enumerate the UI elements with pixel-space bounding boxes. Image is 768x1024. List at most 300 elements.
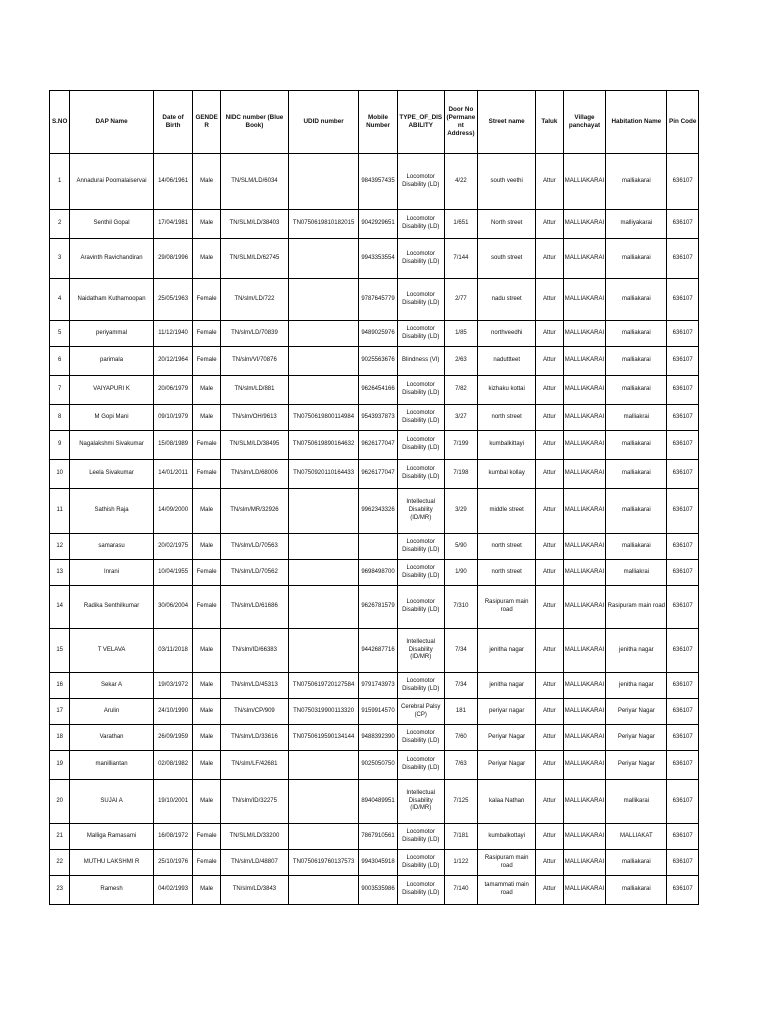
column-header-date-of-birth: Date of Birth xyxy=(153,91,193,154)
cell-street-name: south veethi xyxy=(478,154,536,210)
cell-habitation-name: mallikarai xyxy=(606,780,667,824)
cell-door-no: 1/651 xyxy=(444,210,478,239)
cell-habitation-name: MALLIAKAT xyxy=(606,824,667,850)
cell-street-name: jenitha nagar xyxy=(478,629,536,673)
cell-nidc-number: TN/slm/ID/32275 xyxy=(220,780,288,824)
cell-habitation-name: malliakarai xyxy=(606,376,667,405)
cell-village-panchayat: MALLIAKARAI xyxy=(563,629,606,673)
cell-taluk: Attur xyxy=(536,780,563,824)
cell-village-panchayat: MALLIAKARAI xyxy=(563,489,606,534)
cell-street-name: Periyar Nagar xyxy=(478,751,536,780)
cell-gender: Male xyxy=(193,780,220,824)
cell-street-name: middle street xyxy=(478,489,536,534)
cell-type-of-disability: Locomotor Disability (LD) xyxy=(397,876,444,905)
cell-udid-number: TN0750920110164433 xyxy=(289,460,359,489)
cell-pin-code: 636107 xyxy=(667,876,699,905)
cell-sno: 14 xyxy=(50,586,70,629)
cell-nidc-number: TN/slm/VI/70876 xyxy=(220,347,288,376)
cell-dap-name: parimala xyxy=(70,347,153,376)
cell-dap-name: Inrani xyxy=(70,560,153,586)
table-row xyxy=(50,321,699,347)
column-header-habitation-name: Habitation Name xyxy=(606,91,667,154)
cell-village-panchayat: MALLIAKARAI xyxy=(563,673,606,699)
cell-mobile-number: 8940489951 xyxy=(359,780,398,824)
cell-type-of-disability: Locomotor Disability (LD) xyxy=(397,751,444,780)
cell-sno: 7 xyxy=(50,376,70,405)
cell-udid-number xyxy=(289,239,359,279)
cell-type-of-disability: Locomotor Disability (LD) xyxy=(397,405,444,431)
table-row xyxy=(50,239,699,279)
table-row xyxy=(50,376,699,405)
cell-pin-code: 636107 xyxy=(667,751,699,780)
cell-sno: 2 xyxy=(50,210,70,239)
cell-udid-number: TN0750619800114984 xyxy=(289,405,359,431)
cell-street-name: Rasipuram main road xyxy=(478,850,536,876)
cell-village-panchayat: MALLIAKARAI xyxy=(563,780,606,824)
table-body xyxy=(50,154,699,905)
cell-village-panchayat: MALLIAKARAI xyxy=(563,154,606,210)
cell-door-no: 7/34 xyxy=(444,629,478,673)
cell-pin-code: 636107 xyxy=(667,489,699,534)
cell-gender: Female xyxy=(193,321,220,347)
cell-nidc-number: TN/slm/MR/32926 xyxy=(220,489,288,534)
cell-habitation-name: malliyakarai xyxy=(606,210,667,239)
cell-date-of-birth: 30/06/2004 xyxy=(153,586,193,629)
cell-nidc-number: TN/slm/LD/722 xyxy=(220,279,288,321)
cell-sno: 8 xyxy=(50,405,70,431)
cell-dap-name: Aravinth Ravichandiran xyxy=(70,239,153,279)
cell-type-of-disability: Locomotor Disability (LD) xyxy=(397,154,444,210)
cell-street-name: south street xyxy=(478,239,536,279)
cell-nidc-number: TN/SLM/LD/38403 xyxy=(220,210,288,239)
cell-gender: Female xyxy=(193,850,220,876)
cell-nidc-number: TN/SLM/LD/33200 xyxy=(220,824,288,850)
cell-nidc-number: TN/slm/LD/70562 xyxy=(220,560,288,586)
cell-pin-code: 636107 xyxy=(667,460,699,489)
cell-pin-code: 636107 xyxy=(667,321,699,347)
cell-pin-code: 636107 xyxy=(667,239,699,279)
cell-mobile-number: 9543937873 xyxy=(359,405,398,431)
cell-taluk: Attur xyxy=(536,560,563,586)
cell-sno: 20 xyxy=(50,780,70,824)
cell-taluk: Attur xyxy=(536,725,563,751)
cell-gender: Female xyxy=(193,460,220,489)
cell-door-no: 1/122 xyxy=(444,850,478,876)
cell-pin-code: 636107 xyxy=(667,279,699,321)
cell-date-of-birth: 14/01/2011 xyxy=(153,460,193,489)
cell-habitation-name: malliakarai xyxy=(606,850,667,876)
cell-type-of-disability: Locomotor Disability (LD) xyxy=(397,560,444,586)
cell-type-of-disability: Locomotor Disability (LD) xyxy=(397,824,444,850)
cell-taluk: Attur xyxy=(536,376,563,405)
cell-nidc-number: TN/slm/LD/33616 xyxy=(220,725,288,751)
cell-gender: Male xyxy=(193,376,220,405)
cell-sno: 13 xyxy=(50,560,70,586)
cell-type-of-disability: Locomotor Disability (LD) xyxy=(397,279,444,321)
cell-mobile-number: 9787645779 xyxy=(359,279,398,321)
cell-taluk: Attur xyxy=(536,154,563,210)
cell-pin-code: 636107 xyxy=(667,699,699,725)
column-header-village-panchayat: Village panchayat xyxy=(563,91,606,154)
cell-habitation-name: malliakarai xyxy=(606,239,667,279)
cell-habitation-name: malliakarai xyxy=(606,279,667,321)
cell-gender: Female xyxy=(193,431,220,460)
cell-date-of-birth: 16/08/1972 xyxy=(153,824,193,850)
cell-nidc-number: TN/slm/LD/70839 xyxy=(220,321,288,347)
cell-village-panchayat: MALLIAKARAI xyxy=(563,210,606,239)
cell-door-no: 7/140 xyxy=(444,876,478,905)
cell-mobile-number: 9791743973 xyxy=(359,673,398,699)
cell-nidc-number: TN/slm/LD/881 xyxy=(220,376,288,405)
cell-door-no: 2/77 xyxy=(444,279,478,321)
cell-udid-number xyxy=(289,321,359,347)
cell-udid-number: TN0750319900113320 xyxy=(289,699,359,725)
cell-nidc-number: TN/slm/LD/61686 xyxy=(220,586,288,629)
cell-village-panchayat: MALLIAKARAI xyxy=(563,586,606,629)
cell-dap-name: Radika Senthilkumar xyxy=(70,586,153,629)
cell-habitation-name: Rasipuram main road xyxy=(606,586,667,629)
table-row xyxy=(50,431,699,460)
table-row xyxy=(50,210,699,239)
cell-nidc-number: TN/slm/LD/48807 xyxy=(220,850,288,876)
column-header-street-name: Street name xyxy=(478,91,536,154)
cell-street-name: north street xyxy=(478,405,536,431)
table-row xyxy=(50,780,699,824)
cell-date-of-birth: 25/10/1976 xyxy=(153,850,193,876)
cell-type-of-disability: Blindness (VI) xyxy=(397,347,444,376)
cell-taluk: Attur xyxy=(536,489,563,534)
cell-gender: Male xyxy=(193,629,220,673)
cell-nidc-number: TN/SLM/LD/6034 xyxy=(220,154,288,210)
cell-village-panchayat: MALLIAKARAI xyxy=(563,534,606,560)
cell-gender: Female xyxy=(193,586,220,629)
cell-dap-name: Varathan xyxy=(70,725,153,751)
cell-mobile-number: 9698498700 xyxy=(359,560,398,586)
cell-pin-code: 636107 xyxy=(667,586,699,629)
table-row xyxy=(50,673,699,699)
table-header-row xyxy=(50,91,699,154)
cell-taluk: Attur xyxy=(536,279,563,321)
cell-street-name: jenitha nagar xyxy=(478,673,536,699)
cell-udid-number xyxy=(289,876,359,905)
cell-street-name: kizhaku kottai xyxy=(478,376,536,405)
table-row xyxy=(50,629,699,673)
cell-udid-number xyxy=(289,586,359,629)
cell-street-name: northveedhi xyxy=(478,321,536,347)
cell-date-of-birth: 14/06/1961 xyxy=(153,154,193,210)
cell-date-of-birth: 26/09/1959 xyxy=(153,725,193,751)
cell-taluk: Attur xyxy=(536,239,563,279)
cell-udid-number xyxy=(289,489,359,534)
cell-mobile-number: 9442687716 xyxy=(359,629,398,673)
cell-dap-name: manilliantan xyxy=(70,751,153,780)
column-header-pin-code: Pin Code xyxy=(667,91,699,154)
cell-gender: Male xyxy=(193,876,220,905)
cell-type-of-disability: Locomotor Disability (LD) xyxy=(397,534,444,560)
cell-street-name: north street xyxy=(478,534,536,560)
cell-gender: Male xyxy=(193,751,220,780)
cell-door-no: 3/29 xyxy=(444,489,478,534)
column-header-nidc-number: NIDC number (Blue Book) xyxy=(220,91,288,154)
column-header-udid-number: UDID number xyxy=(289,91,359,154)
cell-village-panchayat: MALLIAKARAI xyxy=(563,321,606,347)
cell-village-panchayat: MALLIAKARAI xyxy=(563,239,606,279)
cell-udid-number xyxy=(289,534,359,560)
cell-habitation-name: malliakarai xyxy=(606,321,667,347)
cell-udid-number xyxy=(289,780,359,824)
cell-taluk: Attur xyxy=(536,850,563,876)
cell-dap-name: Nagalakshmi Sivakumar xyxy=(70,431,153,460)
cell-village-panchayat: MALLIAKARAI xyxy=(563,405,606,431)
cell-mobile-number: 9159914570 xyxy=(359,699,398,725)
cell-mobile-number: 9626177047 xyxy=(359,431,398,460)
cell-date-of-birth: 29/08/1996 xyxy=(153,239,193,279)
cell-date-of-birth: 20/06/1979 xyxy=(153,376,193,405)
cell-date-of-birth: 03/11/2018 xyxy=(153,629,193,673)
table-row xyxy=(50,279,699,321)
cell-gender: Male xyxy=(193,210,220,239)
cell-dap-name: Naidatham Kuthamoopan xyxy=(70,279,153,321)
table-row xyxy=(50,876,699,905)
cell-gender: Male xyxy=(193,699,220,725)
cell-street-name: kumbal kollay xyxy=(478,460,536,489)
cell-udid-number xyxy=(289,824,359,850)
column-header-type-of-disability: TYPE_OF_DISABILITY xyxy=(397,91,444,154)
cell-taluk: Attur xyxy=(536,876,563,905)
cell-gender: Female xyxy=(193,560,220,586)
cell-nidc-number: TN/slm/LD/70563 xyxy=(220,534,288,560)
cell-street-name: kumbalkottayi xyxy=(478,824,536,850)
column-header-mobile-number: Mobile Number xyxy=(359,91,398,154)
cell-pin-code: 636107 xyxy=(667,629,699,673)
cell-door-no: 1/85 xyxy=(444,321,478,347)
cell-mobile-number: 9626177047 xyxy=(359,460,398,489)
cell-type-of-disability: Locomotor Disability (LD) xyxy=(397,210,444,239)
cell-type-of-disability: Locomotor Disability (LD) xyxy=(397,239,444,279)
cell-dap-name: Sekar A xyxy=(70,673,153,699)
cell-sno: 5 xyxy=(50,321,70,347)
cell-dap-name: Annadurai Poomalaiservai xyxy=(70,154,153,210)
cell-pin-code: 636107 xyxy=(667,560,699,586)
cell-dap-name: MUTHU LAKSHMI R xyxy=(70,850,153,876)
table-row xyxy=(50,460,699,489)
cell-habitation-name: Periyar Nagar xyxy=(606,725,667,751)
table-row xyxy=(50,850,699,876)
cell-type-of-disability: Intellectual Disability (ID/MR) xyxy=(397,489,444,534)
cell-dap-name: Leela Sivakumar xyxy=(70,460,153,489)
cell-gender: Male xyxy=(193,725,220,751)
cell-habitation-name: jenitha nagar xyxy=(606,629,667,673)
column-header-dap-name: DAP Name xyxy=(70,91,153,154)
cell-door-no: 7/198 xyxy=(444,460,478,489)
cell-pin-code: 636107 xyxy=(667,850,699,876)
cell-door-no: 7/199 xyxy=(444,431,478,460)
cell-date-of-birth: 19/03/1972 xyxy=(153,673,193,699)
cell-dap-name: Ramesh xyxy=(70,876,153,905)
cell-door-no: 7/82 xyxy=(444,376,478,405)
cell-sno: 3 xyxy=(50,239,70,279)
cell-udid-number: TN0750619720127584 xyxy=(289,673,359,699)
cell-date-of-birth: 15/08/1989 xyxy=(153,431,193,460)
cell-pin-code: 636107 xyxy=(667,673,699,699)
cell-taluk: Attur xyxy=(536,586,563,629)
cell-pin-code: 636107 xyxy=(667,376,699,405)
cell-udid-number xyxy=(289,560,359,586)
cell-habitation-name: malliakarai xyxy=(606,534,667,560)
cell-street-name: kalaa Nathan xyxy=(478,780,536,824)
cell-street-name: naduttteet xyxy=(478,347,536,376)
cell-mobile-number: 9943353554 xyxy=(359,239,398,279)
cell-udid-number: TN0750619760137573 xyxy=(289,850,359,876)
cell-mobile-number: 9042929651 xyxy=(359,210,398,239)
table-row xyxy=(50,405,699,431)
cell-taluk: Attur xyxy=(536,534,563,560)
cell-sno: 10 xyxy=(50,460,70,489)
cell-village-panchayat: MALLIAKARAI xyxy=(563,725,606,751)
cell-gender: Male xyxy=(193,405,220,431)
cell-udid-number: TN0750619590134144 xyxy=(289,725,359,751)
cell-gender: Male xyxy=(193,534,220,560)
cell-mobile-number: 9626781579 xyxy=(359,586,398,629)
cell-habitation-name: malliakrai xyxy=(606,560,667,586)
cell-door-no: 7/60 xyxy=(444,725,478,751)
cell-gender: Male xyxy=(193,154,220,210)
cell-gender: Female xyxy=(193,347,220,376)
cell-udid-number: TN0750619890164632 xyxy=(289,431,359,460)
cell-taluk: Attur xyxy=(536,460,563,489)
cell-taluk: Attur xyxy=(536,751,563,780)
cell-pin-code: 636107 xyxy=(667,347,699,376)
cell-sno: 6 xyxy=(50,347,70,376)
table-row xyxy=(50,154,699,210)
cell-date-of-birth: 25/05/1963 xyxy=(153,279,193,321)
column-header-door-no: Door No (Permanent Address) xyxy=(444,91,478,154)
cell-street-name: nadu street xyxy=(478,279,536,321)
cell-village-panchayat: MALLIAKARAI xyxy=(563,699,606,725)
table-row xyxy=(50,534,699,560)
dap-register-table xyxy=(49,90,699,905)
cell-pin-code: 636107 xyxy=(667,405,699,431)
cell-pin-code: 636107 xyxy=(667,725,699,751)
cell-dap-name: Senthil Gopal xyxy=(70,210,153,239)
table-row xyxy=(50,586,699,629)
cell-date-of-birth: 17/04/1981 xyxy=(153,210,193,239)
cell-habitation-name: malliakarai xyxy=(606,489,667,534)
table-row xyxy=(50,699,699,725)
cell-type-of-disability: Locomotor Disability (LD) xyxy=(397,460,444,489)
cell-village-panchayat: MALLIAKARAI xyxy=(563,560,606,586)
cell-dap-name: T VELAVA xyxy=(70,629,153,673)
cell-udid-number xyxy=(289,347,359,376)
cell-nidc-number: TN/SLM/LD/62745 xyxy=(220,239,288,279)
cell-door-no: 7/144 xyxy=(444,239,478,279)
cell-type-of-disability: Locomotor Disability (LD) xyxy=(397,673,444,699)
cell-pin-code: 636107 xyxy=(667,210,699,239)
cell-pin-code: 636107 xyxy=(667,780,699,824)
cell-date-of-birth: 20/12/1964 xyxy=(153,347,193,376)
cell-sno: 12 xyxy=(50,534,70,560)
cell-pin-code: 636107 xyxy=(667,154,699,210)
cell-type-of-disability: Intellectual Disability (ID/MR) xyxy=(397,629,444,673)
cell-date-of-birth: 10/04/1955 xyxy=(153,560,193,586)
cell-habitation-name: malliakarai xyxy=(606,154,667,210)
cell-nidc-number: TN/slm/CP/909 xyxy=(220,699,288,725)
cell-sno: 18 xyxy=(50,725,70,751)
cell-village-panchayat: MALLIAKARAI xyxy=(563,431,606,460)
cell-habitation-name: malliakarai xyxy=(606,876,667,905)
cell-gender: Male xyxy=(193,673,220,699)
cell-dap-name: Arulin xyxy=(70,699,153,725)
cell-village-panchayat: MALLIAKARAI xyxy=(563,876,606,905)
cell-door-no: 7/125 xyxy=(444,780,478,824)
column-header-sno: S.NO xyxy=(50,91,70,154)
cell-taluk: Attur xyxy=(536,431,563,460)
table-row xyxy=(50,751,699,780)
cell-date-of-birth: 04/02/1993 xyxy=(153,876,193,905)
cell-type-of-disability: Intellectual Disability (ID/MR) xyxy=(397,780,444,824)
cell-habitation-name: malliakarai xyxy=(606,431,667,460)
cell-type-of-disability: Locomotor Disability (LD) xyxy=(397,431,444,460)
cell-habitation-name: Periyar Nagar xyxy=(606,751,667,780)
cell-udid-number xyxy=(289,751,359,780)
cell-habitation-name: malliakrai xyxy=(606,405,667,431)
cell-sno: 22 xyxy=(50,850,70,876)
cell-udid-number xyxy=(289,629,359,673)
cell-type-of-disability: Locomotor Disability (LD) xyxy=(397,321,444,347)
cell-gender: Male xyxy=(193,489,220,534)
cell-mobile-number: 9488392390 xyxy=(359,725,398,751)
cell-door-no: 4/22 xyxy=(444,154,478,210)
cell-sno: 9 xyxy=(50,431,70,460)
table-row xyxy=(50,824,699,850)
cell-door-no: 181 xyxy=(444,699,478,725)
cell-taluk: Attur xyxy=(536,321,563,347)
cell-mobile-number: 9943045918 xyxy=(359,850,398,876)
cell-door-no: 2/63 xyxy=(444,347,478,376)
cell-street-name: Periyar Nagar xyxy=(478,725,536,751)
cell-door-no: 7/310 xyxy=(444,586,478,629)
cell-dap-name: Malliga Ramasami xyxy=(70,824,153,850)
cell-dap-name: VAIYAPURI K xyxy=(70,376,153,405)
cell-sno: 21 xyxy=(50,824,70,850)
cell-mobile-number: 9003535986 xyxy=(359,876,398,905)
cell-street-name: kumbalkittayi xyxy=(478,431,536,460)
cell-village-panchayat: MALLIAKARAI xyxy=(563,824,606,850)
cell-dap-name: Sathish Raja xyxy=(70,489,153,534)
cell-sno: 23 xyxy=(50,876,70,905)
cell-nidc-number: TN/slm/LD/3843 xyxy=(220,876,288,905)
cell-village-panchayat: MALLIAKARAI xyxy=(563,376,606,405)
cell-street-name: north street xyxy=(478,560,536,586)
cell-type-of-disability: Locomotor Disability (LD) xyxy=(397,850,444,876)
cell-village-panchayat: MALLIAKARAI xyxy=(563,347,606,376)
column-header-taluk: Taluk xyxy=(536,91,563,154)
cell-mobile-number: 7867910561 xyxy=(359,824,398,850)
cell-date-of-birth: 09/10/1979 xyxy=(153,405,193,431)
cell-sno: 4 xyxy=(50,279,70,321)
cell-door-no: 3/27 xyxy=(444,405,478,431)
cell-gender: Female xyxy=(193,824,220,850)
cell-gender: Female xyxy=(193,279,220,321)
cell-dap-name: periyammal xyxy=(70,321,153,347)
cell-date-of-birth: 11/12/1940 xyxy=(153,321,193,347)
cell-dap-name: samarasu xyxy=(70,534,153,560)
cell-taluk: Attur xyxy=(536,673,563,699)
cell-sno: 15 xyxy=(50,629,70,673)
cell-sno: 16 xyxy=(50,673,70,699)
table-row xyxy=(50,725,699,751)
cell-date-of-birth: 14/09/2000 xyxy=(153,489,193,534)
